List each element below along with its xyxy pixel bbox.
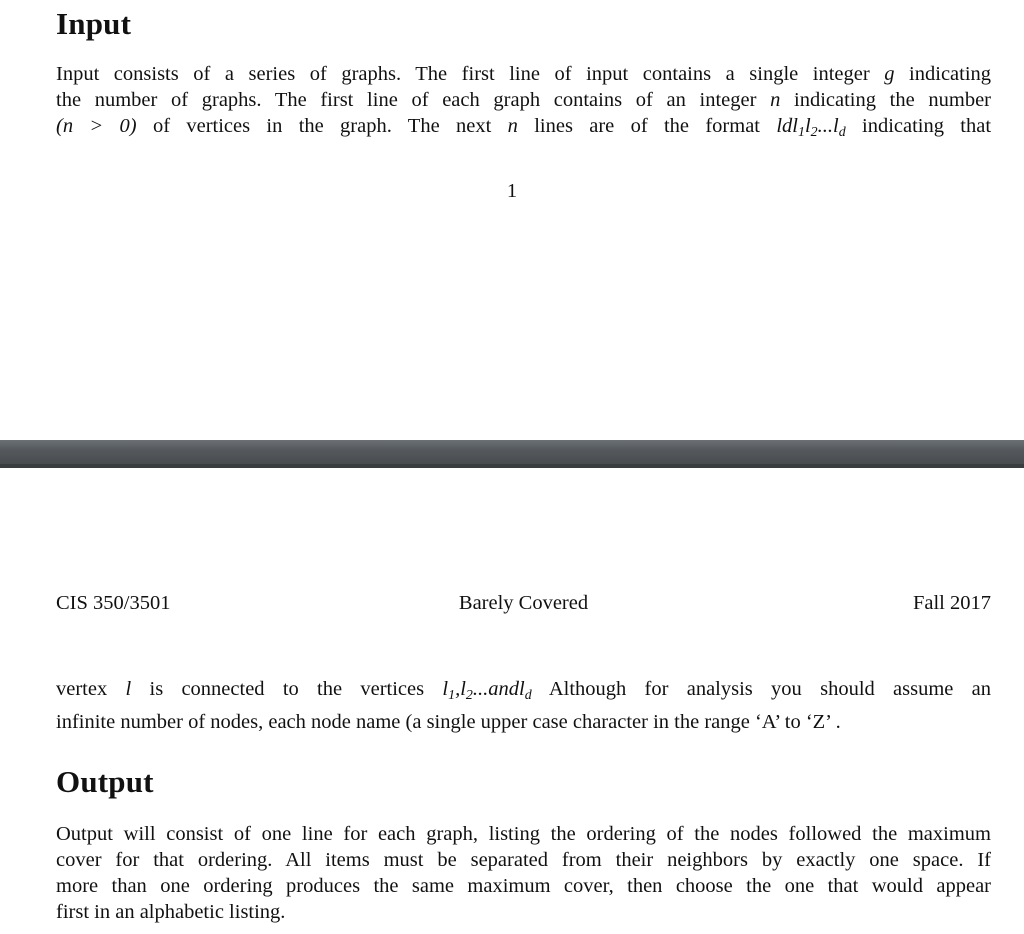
output-line-1: Output will consist of one line for each graph, listing the ordering of the nodes followed the maximum bbox=[56, 823, 991, 845]
output-heading: Output bbox=[56, 764, 154, 799]
input-line-1: Input consists of a series of graphs. The first line of input contains a single integer g indicating bbox=[56, 63, 992, 85]
output-line-2: cover for that ordering. All items must be separated from their neighbors by exactly one space. If bbox=[56, 849, 991, 871]
input-paragraph bbox=[56, 61, 991, 146]
continued-line-1: vertex l is connected to the vertices $l_1,l_2...andl_d$ Although for analysis you should assume an bbox=[56, 678, 992, 703]
header-title: Barely Covered bbox=[458, 592, 589, 614]
output-line-4: first in an alphabetic listing. bbox=[56, 901, 286, 923]
input-line-2: the number of graphs. The first line of each graph contains of an integer n indicating the number bbox=[56, 89, 991, 111]
input-heading: Input bbox=[56, 6, 132, 41]
output-paragraph bbox=[56, 821, 991, 925]
page-separator bbox=[0, 440, 1024, 468]
header-course: CIS 350/3501 bbox=[56, 592, 171, 614]
input-continued-paragraph bbox=[56, 676, 991, 735]
page-2 bbox=[0, 468, 1024, 934]
output-line-3: more than one ordering produces the same maximum cover, then choose the one that would appear bbox=[56, 875, 991, 897]
input-line-3: (n > 0) of vertices in the graph. The next n lines are of the format $ldl_1l_2...l_d$ indicating that bbox=[56, 115, 992, 140]
running-header bbox=[56, 592, 991, 618]
header-term: Fall 2017 bbox=[912, 592, 991, 614]
page-number: 1 bbox=[506, 180, 518, 202]
continued-line-2: infinite number of nodes, each node name (a single upper case character in the range ‘A’ to ‘Z’ . bbox=[56, 710, 841, 733]
page-1 bbox=[0, 0, 1024, 440]
